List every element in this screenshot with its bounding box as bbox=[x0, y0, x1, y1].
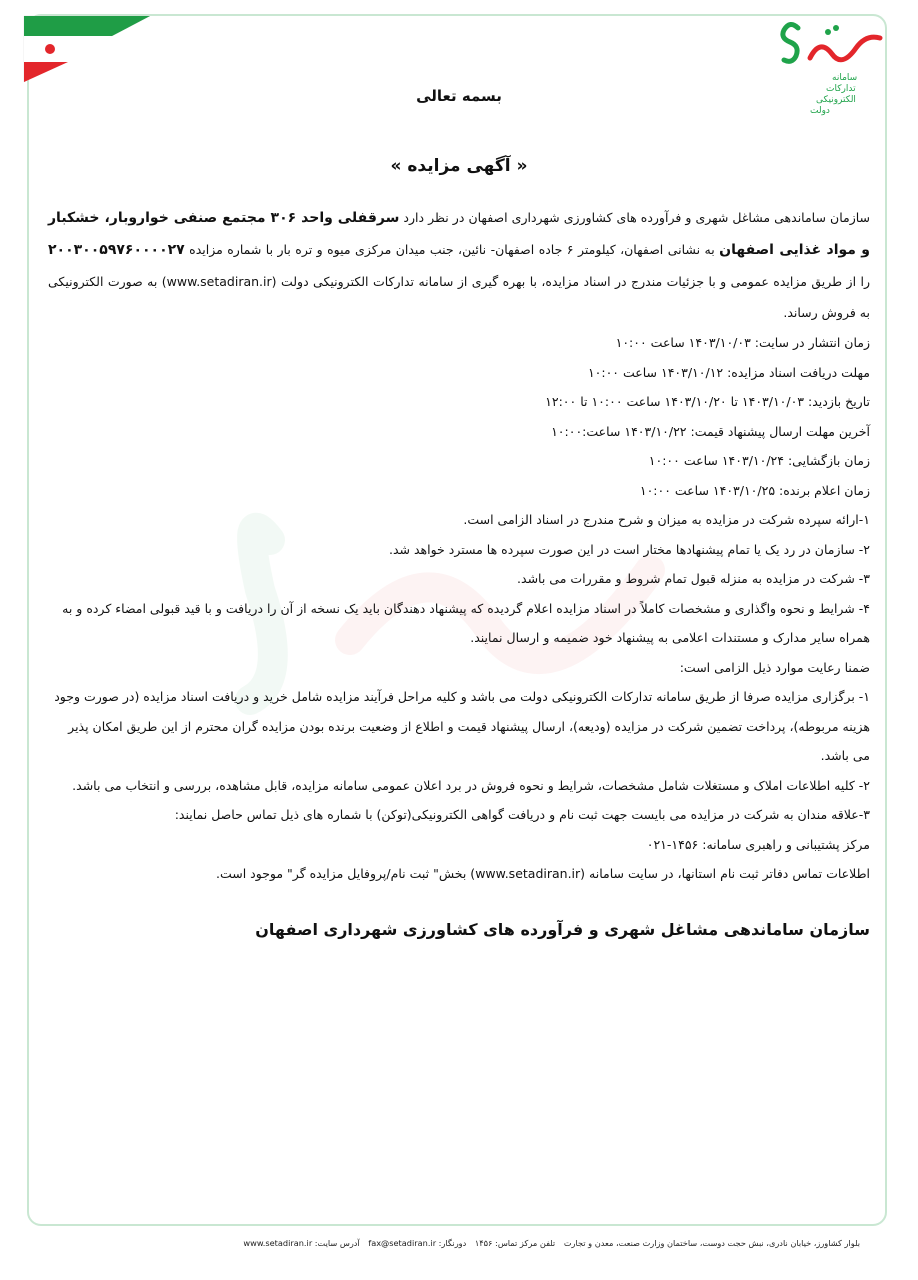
footer-address: بلوار کشاورز، خیابان نادری، نبش حجت دوست، ساختمان وزارت صنعت، معدن و تجارت bbox=[563, 1238, 860, 1248]
publish-time: زمان انتشار در سایت: ۱۴۰۳/۱۰/۰۳ ساعت ۱۰:۰۰ bbox=[615, 335, 870, 350]
visit-date: تاریخ بازدید: ۱۴۰۳/۱۰/۰۳ تا ۱۴۰۳/۱۰/۲۰ ساعت ۱۰:۰۰ تا ۱۲:۰۰ bbox=[545, 394, 870, 409]
condition-2: ۲- سازمان در رد یک یا تمام پیشنهادها مختار است در این صورت سپرده ها مسترد خواهد شد. bbox=[388, 541, 870, 557]
documents-deadline: مهلت دریافت اسناد مزایده: ۱۴۰۳/۱۰/۱۲ ساعت ۱۰:۰۰ bbox=[587, 364, 870, 380]
intro-text-1: سازمان ساماندهی مشاغل شهری و فرآورده های کشاورزی شهرداری اصفهان در نظر دارد bbox=[399, 210, 871, 225]
organization-signature: سازمان ساماندهی مشاغل شهری و فرآورده های کشاورزی شهرداری اصفهان bbox=[255, 919, 870, 939]
page-footer bbox=[60, 1238, 860, 1248]
registration-offices: اطلاعات تماس دفاتر ثبت نام استانها، در سایت سامانه (www.setadiran.ir) بخش" ثبت نام/پروفایل مزایده گر" موجود است. bbox=[216, 866, 870, 881]
support-center: مرکز پشتیبانی و راهبری سامانه: ۱۴۵۶-۰۲۱ bbox=[646, 836, 870, 852]
condition-1: ۱-ارائه سپرده شرکت در مزایده به میزان و شرح مندرج در اسناد الزامی است. bbox=[463, 512, 870, 527]
intro-text-3: را از طریق مزایده عمومی و با جزئیات مندرج در اسناد مزایده، با بهره گیری از سامانه تدارکات الکترونیکی دولت (www.setadiran.ir) به صورت الکترونیکی به فروش رساند. bbox=[48, 274, 870, 320]
footer-site: آدرس سایت: www.setadiran.ir bbox=[243, 1238, 360, 1248]
logo-text-3: الکترونیکی bbox=[816, 95, 856, 105]
condition-4: ۴- شرایط و نحوه واگذاری و مشخصات کاملاً در اسناد مزایده اعلام گردیده که پیشنهاد دهندگان باید یک نسخه از آن را دریافت و با قید قبولی امضاء کرده و به همراه سایر مدارک و مستندات اعلامی به پیشنهاد خود ضمیمه و ارسال نمایند. bbox=[62, 600, 870, 645]
bismillah: بسمه تعالی bbox=[416, 87, 502, 105]
intro-bold-1: سرقفلی واحد ۳۰۶ مجتمع صنفی خواروبار، خشکبار و مواد غذایی اصفهان bbox=[48, 210, 871, 258]
bid-deadline: آخرین مهلت ارسال پیشنهاد قیمت: ۱۴۰۳/۱۰/۲۲ ساعت:۱۰:۰۰ bbox=[551, 423, 870, 439]
requirements-heading: ضمنا رعایت موارد ذیل الزامی است: bbox=[679, 659, 870, 675]
requirement-1: ۱- برگزاری مزایده صرفا از طریق سامانه تدارکات الکترونیکی دولت می باشد و کلیه مراحل فرآیند مزایده شامل خرید و دریافت اسناد مزایده (در صورت وجود هزینه مربوطه)، پرداخت تضمین شرکت در مزایده (ودیعه)، ارسال پیشنهاد قیمت و اطلاع از وضعیت برنده بودن مزایده گران محترم از این طریق امکان پذیر می باشد. bbox=[54, 689, 870, 763]
requirement-2: ۲- کلیه اطلاعات املاک و مستغلات شامل مشخصات، شرایط و نحوه فروش در برد اعلان عمومی سامانه مزایده، قابل مشاهده، بررسی و انتخاب می باشد. bbox=[72, 777, 870, 793]
opening-time: زمان بازگشایی: ۱۴۰۳/۱۰/۲۴ ساعت ۱۰:۰۰ bbox=[648, 453, 870, 468]
winner-announcement: زمان اعلام برنده: ۱۴۰۳/۱۰/۲۵ ساعت ۱۰:۰۰ bbox=[639, 482, 870, 498]
auction-number: ۲۰۰۳۰۰۵۹۷۶۰۰۰۰۲۷ bbox=[48, 242, 185, 258]
logo-text-1: سامانه bbox=[832, 73, 858, 83]
document-heading: « آگهی مزایده » bbox=[390, 156, 528, 176]
intro-paragraph bbox=[48, 202, 870, 328]
requirement-3: ۳-علاقه مندان به شرکت در مزایده می بایست جهت ثبت نام و دریافت گواهی الکترونیکی(توکن) با شماره های ذیل تماس حاصل نمایند: bbox=[174, 807, 870, 822]
condition-3: ۳- شرکت در مزایده به منزله قبول تمام شروط و مقررات می باشد. bbox=[517, 571, 870, 586]
iran-flag-icon bbox=[22, 12, 152, 84]
footer-phone: تلفن مرکز تماس: ۱۴۵۶ bbox=[474, 1238, 556, 1248]
footer-fax: دورنگار: fax@setadiran.ir bbox=[368, 1238, 467, 1248]
intro-text-2: به نشانی اصفهان، کیلومتر ۶ جاده اصفهان- نائین، جنب میدان مرکزی میوه و تره بار با شماره مزایده bbox=[184, 242, 720, 257]
logo-text-4: دولت bbox=[810, 106, 830, 116]
logo-text-2: تدارکات bbox=[826, 84, 856, 94]
document-body bbox=[48, 82, 870, 960]
